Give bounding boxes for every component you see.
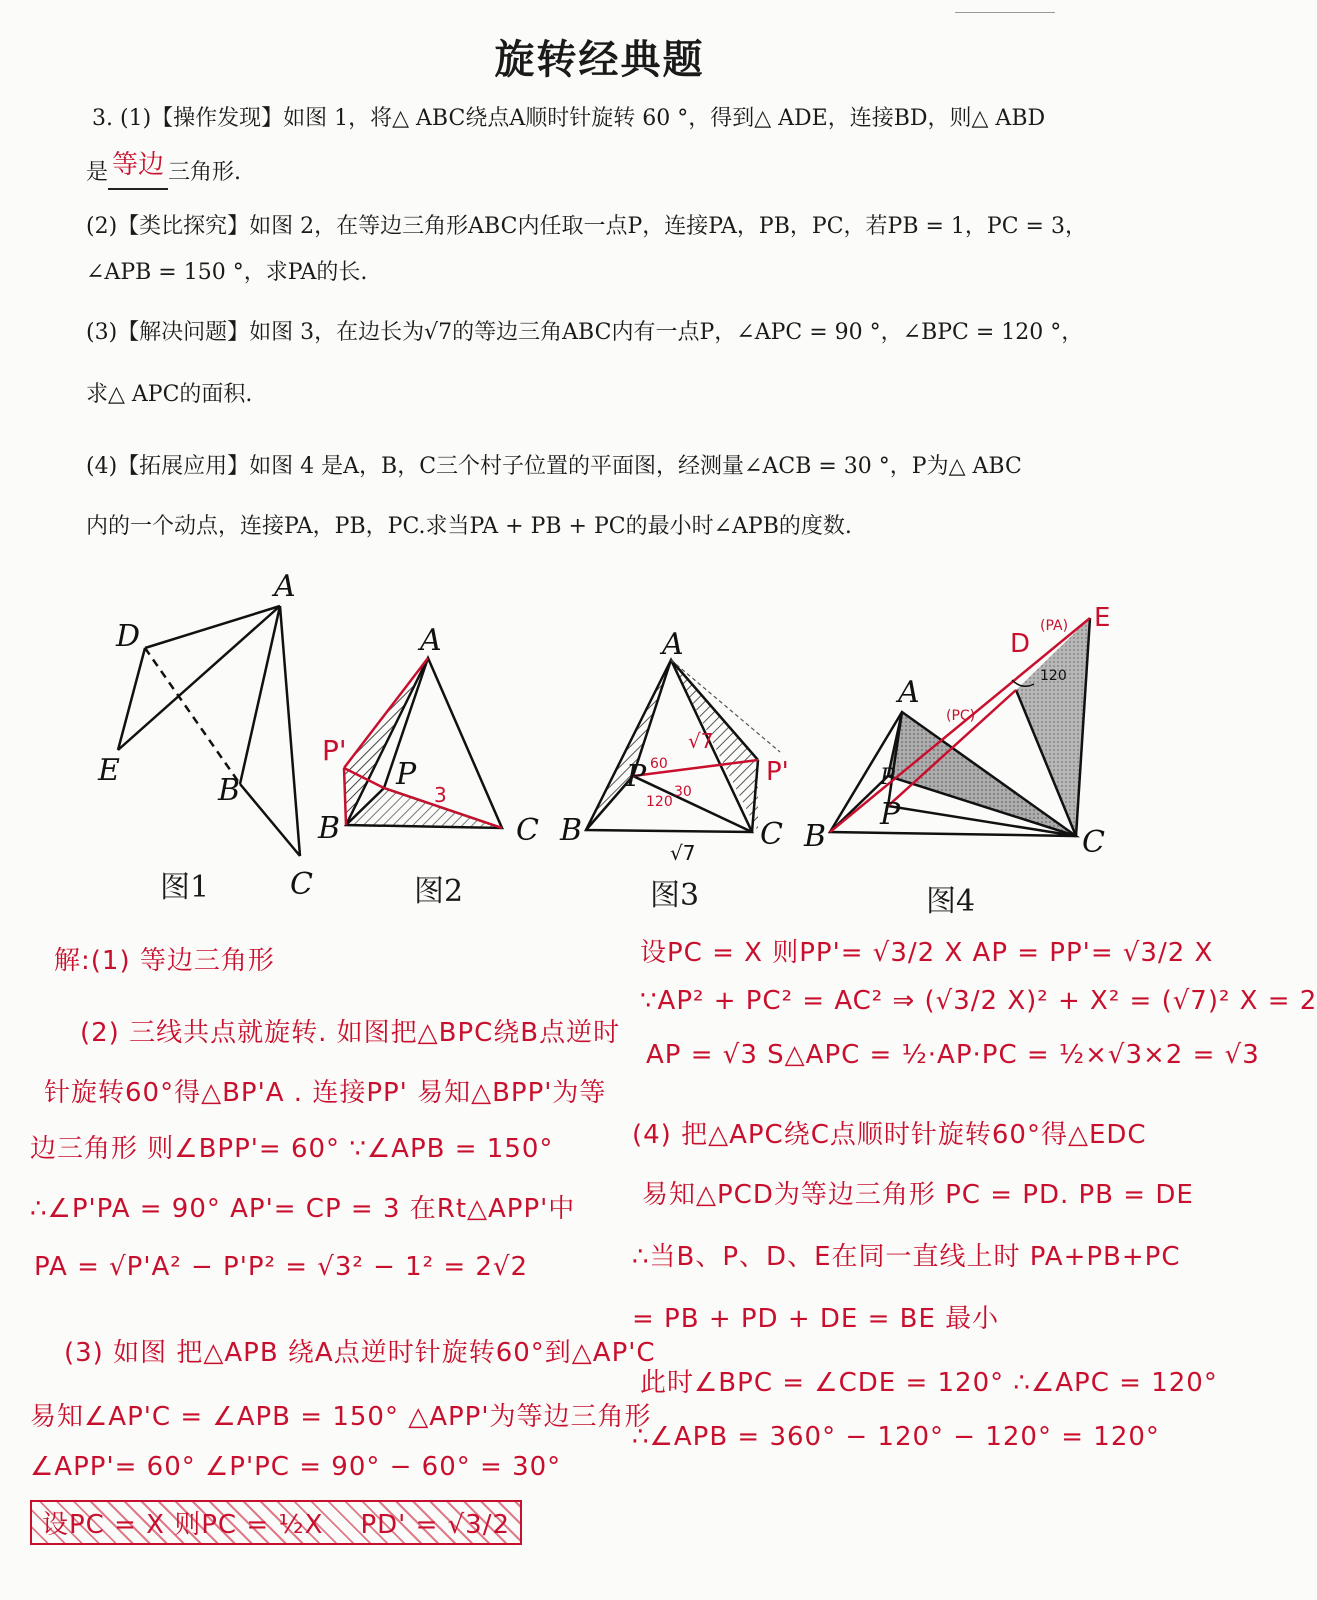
fig3-angle-30: 30 <box>674 784 692 800</box>
solution-line-10-crossed <box>30 1500 522 1545</box>
solution-right-8: 此时∠BPC = ∠CDE = 120° ∴∠APC = 120° <box>640 1368 1218 1398</box>
solution-line-6: PA = √P'A² − P'P² = √3² − 1² = 2√2 <box>34 1252 529 1282</box>
caption-figure-2: 图2 <box>414 874 464 909</box>
solution-right-6: ∴当B、P、D、E在同一直线上时 PA+PB+PC <box>632 1242 1181 1272</box>
fig3-angle-120: 120 <box>646 794 673 810</box>
solution-line-5: ∴∠P'PA = 90° AP'= CP = 3 在Rt△APP'中 <box>30 1194 576 1224</box>
fig2-label-p: P <box>396 757 417 792</box>
fig4-label-d: D <box>1010 629 1031 659</box>
fig3-angle-60: 60 <box>650 756 668 772</box>
fig3-label-p-prime: P' <box>766 757 789 787</box>
solution-right-2: ∵AP² + PC² = AC² ⇒ (√3/2 X)² + X² = (√7)² X = 2 <box>640 986 1317 1016</box>
question-3-line-2: 求△ APC的面积. <box>86 382 253 407</box>
fig4-label-pa: (PA) <box>1040 618 1069 634</box>
solution-right-1: 设PC = X 则PP'= √3/2 X AP = PP'= √3/2 X <box>640 938 1214 968</box>
fig2-label-three: 3 <box>434 783 447 807</box>
question-3-line-1: (3)【解决问题】如图 3，在边长为√7的等边三角ABC内有一点P，∠APC = 90 °，∠BPC = 120 °， <box>86 320 1084 345</box>
solution-line-8: 易知∠AP'C = ∠APB = 150° △APP'为等边三角形 <box>30 1402 652 1432</box>
fig1-label-a: A <box>274 569 296 604</box>
fig4-angle-120: 120 <box>1040 668 1067 684</box>
answer-handwritten: 等边 <box>112 150 165 180</box>
fig2-label-b: B <box>318 811 341 846</box>
fig3-label-c: C <box>760 817 783 852</box>
crossed-text-b: PD' = √3/2 <box>360 1510 511 1540</box>
fig1-label-e: E <box>98 753 120 788</box>
figure-3 <box>586 660 780 832</box>
solution-line-3: 针旋转60°得△BP'A . 连接PP' 易知△BPP'为等 <box>44 1078 607 1108</box>
solution-right-4: (4) 把△APC绕C点顺时针旋转60°得△EDC <box>632 1120 1147 1150</box>
caption-figure-1: 图1 <box>160 870 210 905</box>
figure-4 <box>830 618 1090 836</box>
question-4-line-1: (4)【拓展应用】如图 4 是A，B，C三个村子位置的平面图，经测量∠ACB = 30 °，P为△ ABC <box>86 454 1022 479</box>
fig4-label-p-upper: P <box>880 765 895 790</box>
question-2-line-2: ∠APB = 150 °，求PA的长. <box>86 260 368 285</box>
page-title: 旋转经典题 <box>494 37 705 83</box>
figure-2 <box>344 658 502 828</box>
solution-line-9: ∠APP'= 60° ∠P'PC = 90° − 60° = 30° <box>30 1452 562 1482</box>
question-4-line-2: 内的一个动点，连接PA，PB，PC.求当PA + PB + PC的最小时∠APB的度数. <box>86 514 852 539</box>
fig3-label-p: P <box>626 759 647 794</box>
fig4-label-c: C <box>1082 825 1105 860</box>
solution-line-4: 边三角形 则∠BPP'= 60° ∵∠APB = 150° <box>30 1134 554 1164</box>
fig2-label-a: A <box>420 623 442 658</box>
caption-figure-3: 图3 <box>650 878 700 913</box>
solution-right-5: 易知△PCD为等边三角形 PC = PD. PB = DE <box>642 1180 1194 1210</box>
figure-1 <box>118 606 300 856</box>
fig3-label-sqrt7-side: √7 <box>688 729 714 753</box>
solution-line-7: (3) 如图 把△APB 绕A点逆时针旋转60°到△AP'C <box>64 1338 656 1368</box>
question-1-line-1: 3. (1)【操作发现】如图 1，将△ ABC绕点A顺时针旋转 60 °，得到△ ADE，连接BD，则△ ABD <box>92 106 1046 131</box>
question-1-prefix: 是 <box>86 160 109 185</box>
question-1-suffix: 三角形. <box>168 160 242 185</box>
fig2-label-p-prime: P' <box>322 734 347 767</box>
caption-figure-4: 图4 <box>926 884 976 919</box>
solution-right-9: ∴∠APB = 360° − 120° − 120° = 120° <box>632 1422 1160 1452</box>
fig4-label-pc: (PC) <box>946 708 976 724</box>
fig1-label-b: B <box>218 773 241 808</box>
fig2-label-c: C <box>516 813 539 848</box>
fig4-label-p: P <box>880 797 901 832</box>
fig4-label-b: B <box>804 819 827 854</box>
fig3-label-sqrt7-bottom: √7 <box>670 841 696 865</box>
solution-right-7: = PB + PD + DE = BE 最小 <box>632 1304 1000 1334</box>
fig1-label-d: D <box>116 619 141 654</box>
crossed-text-a: 设PC = X 则PC = ½X <box>42 1510 324 1540</box>
question-2-line-1: (2)【类比探究】如图 2，在等边三角形ABC内任取一点P，连接PA，PB，PC，若PB = 1，PC = 3， <box>86 214 1087 239</box>
solution-line-2: (2) 三线共点就旋转. 如图把△BPC绕B点逆时 <box>80 1018 621 1048</box>
fig1-label-c: C <box>290 867 313 902</box>
fig4-label-e: E <box>1094 603 1111 633</box>
fig3-label-b: B <box>560 813 583 848</box>
fig3-label-a: A <box>662 627 684 662</box>
solution-line-1: 解:(1) 等边三角形 <box>54 946 275 976</box>
solution-right-3: AP = √3 S△APC = ½·AP·PC = ½×√3×2 = √3 <box>646 1040 1260 1070</box>
fig4-label-a: A <box>898 675 920 710</box>
